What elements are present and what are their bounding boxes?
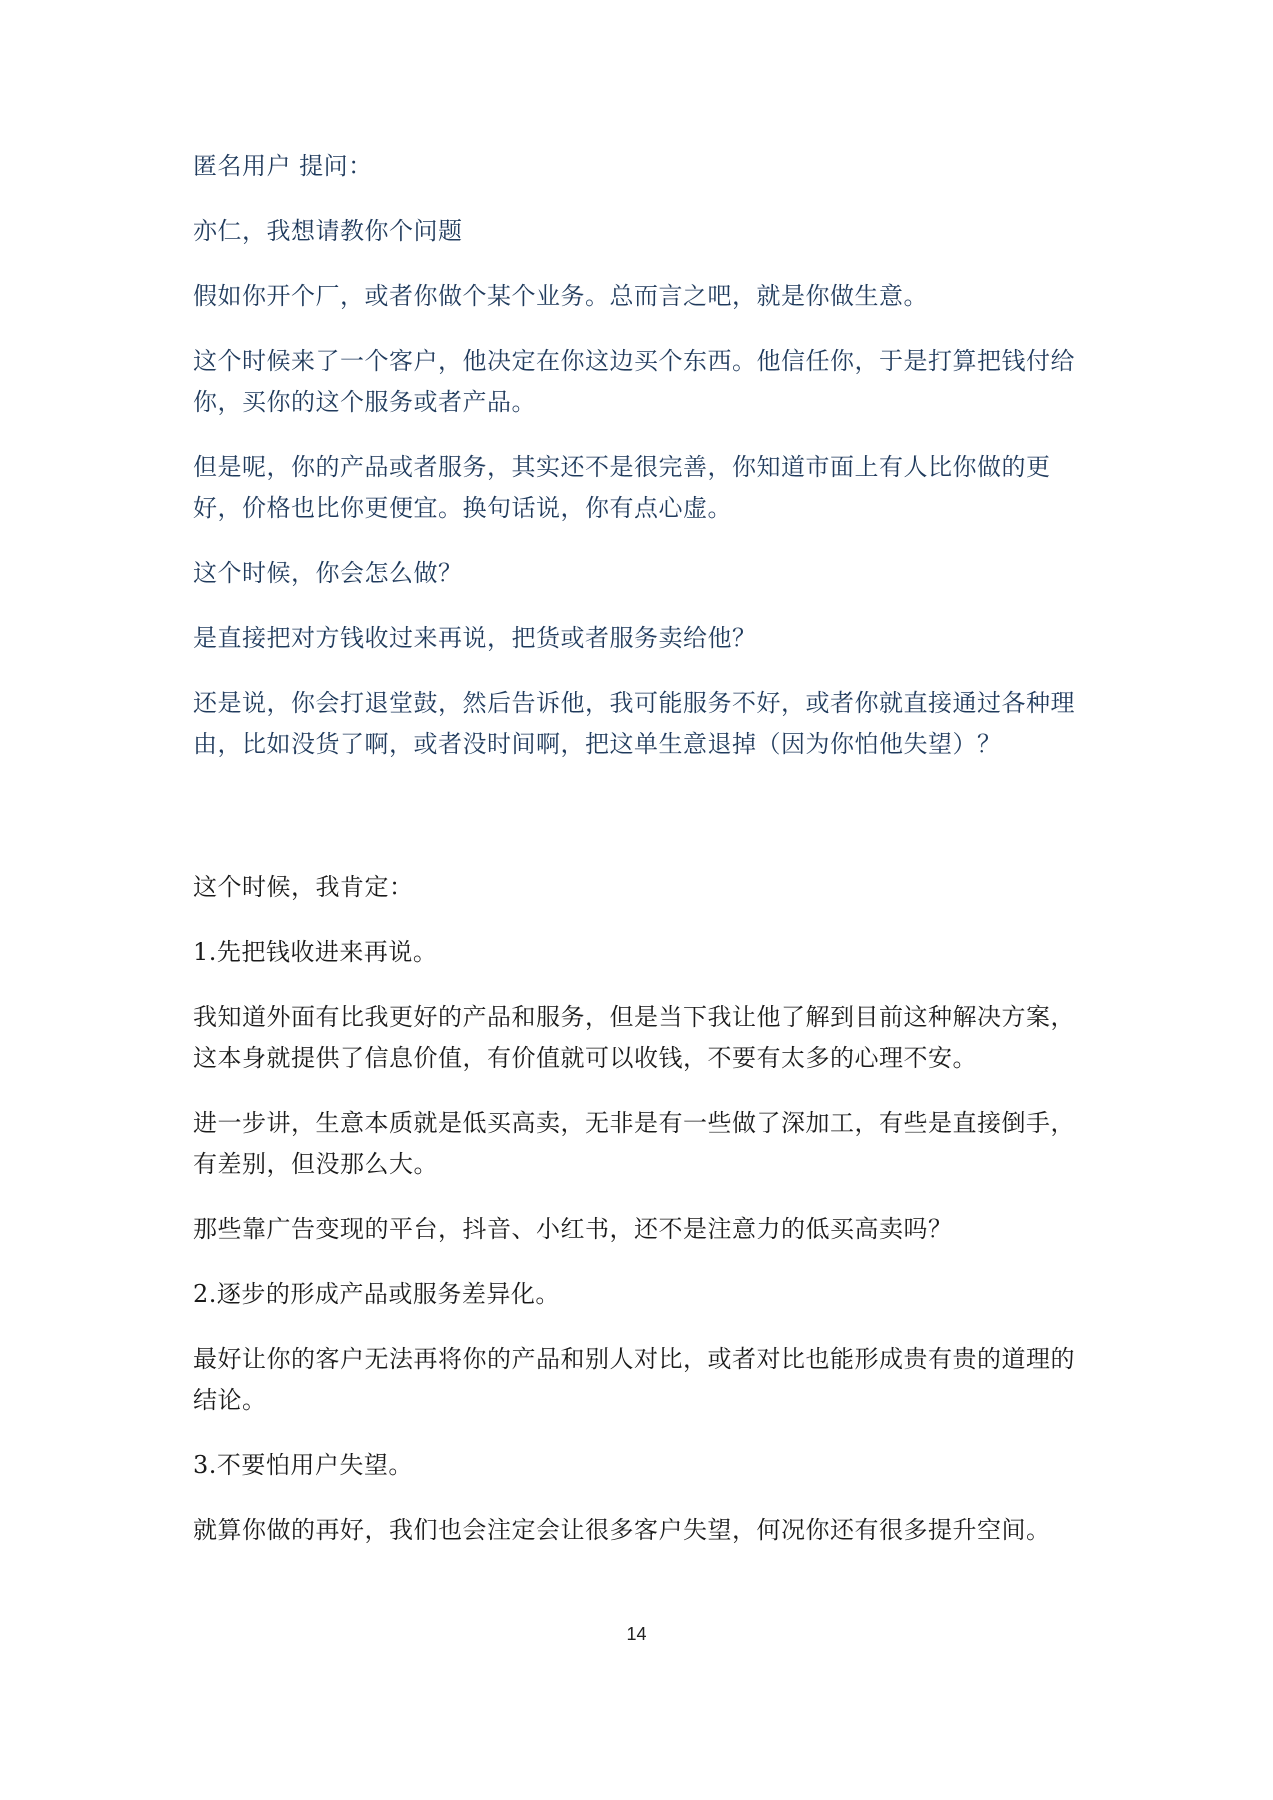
question-section: [193, 146, 1093, 765]
question-paragraph: 还是说，你会打退堂鼓，然后告诉他，我可能服务不好，或者你就直接通过各种理由，比如没货了啊，或者没时间啊，把这单生意退掉（因为你怕他失望）？: [193, 689, 1075, 758]
page-number: 14: [626, 1624, 647, 1644]
question-paragraph: 这个时候，你会怎么做？: [193, 559, 463, 587]
answer-paragraph: 进一步讲，生意本质就是低买高卖，无非是有一些做了深加工，有些是直接倒手，有差别，但没那么大。: [193, 1109, 1075, 1178]
question-paragraph: 假如你开个厂，或者你做个某个业务。总而言之吧，就是你做生意。: [193, 282, 928, 310]
answer-paragraph: 就算你做的再好，我们也会注定会让很多客户失望，何况你还有很多提升空间。: [193, 1516, 1051, 1544]
answer-paragraph: 最好让你的客户无法再将你的产品和别人对比，或者对比也能形成贵有贵的道理的结论。: [193, 1345, 1075, 1414]
question-paragraph: 是直接把对方钱收过来再说，把货或者服务卖给他？: [193, 624, 757, 652]
question-paragraph: 但是呢，你的产品或者服务，其实还不是很完善，你知道市面上有人比你做的更好，价格也比你更便宜。换句话说，你有点心虚。: [193, 453, 1051, 522]
answer-header: 这个时候，我肯定：: [193, 873, 414, 901]
question-paragraph: 亦仁，我想请教你个问题: [193, 217, 463, 245]
section-spacer: [193, 789, 1093, 867]
question-header: 匿名用户 提问：: [193, 152, 373, 180]
question-paragraph: 这个时候来了一个客户，他决定在你这边买个东西。他信任你，于是打算把钱付给你，买你的这个服务或者产品。: [193, 347, 1075, 416]
answer-point-heading: 2.逐步的形成产品或服务差异化。: [193, 1280, 560, 1308]
answer-point-heading: 1.先把钱收进来再说。: [193, 938, 438, 966]
page-content: [193, 146, 1093, 1575]
answer-paragraph: 我知道外面有比我更好的产品和服务，但是当下我让他了解到目前这种解决方案，这本身就提供了信息价值，有价值就可以收钱，不要有太多的心理不安。: [193, 1003, 1075, 1072]
answer-section: [193, 867, 1093, 1551]
answer-point-heading: 3.不要怕用户失望。: [193, 1451, 413, 1479]
answer-paragraph: 那些靠广告变现的平台，抖音、小红书，还不是注意力的低买高卖吗？: [193, 1215, 953, 1243]
